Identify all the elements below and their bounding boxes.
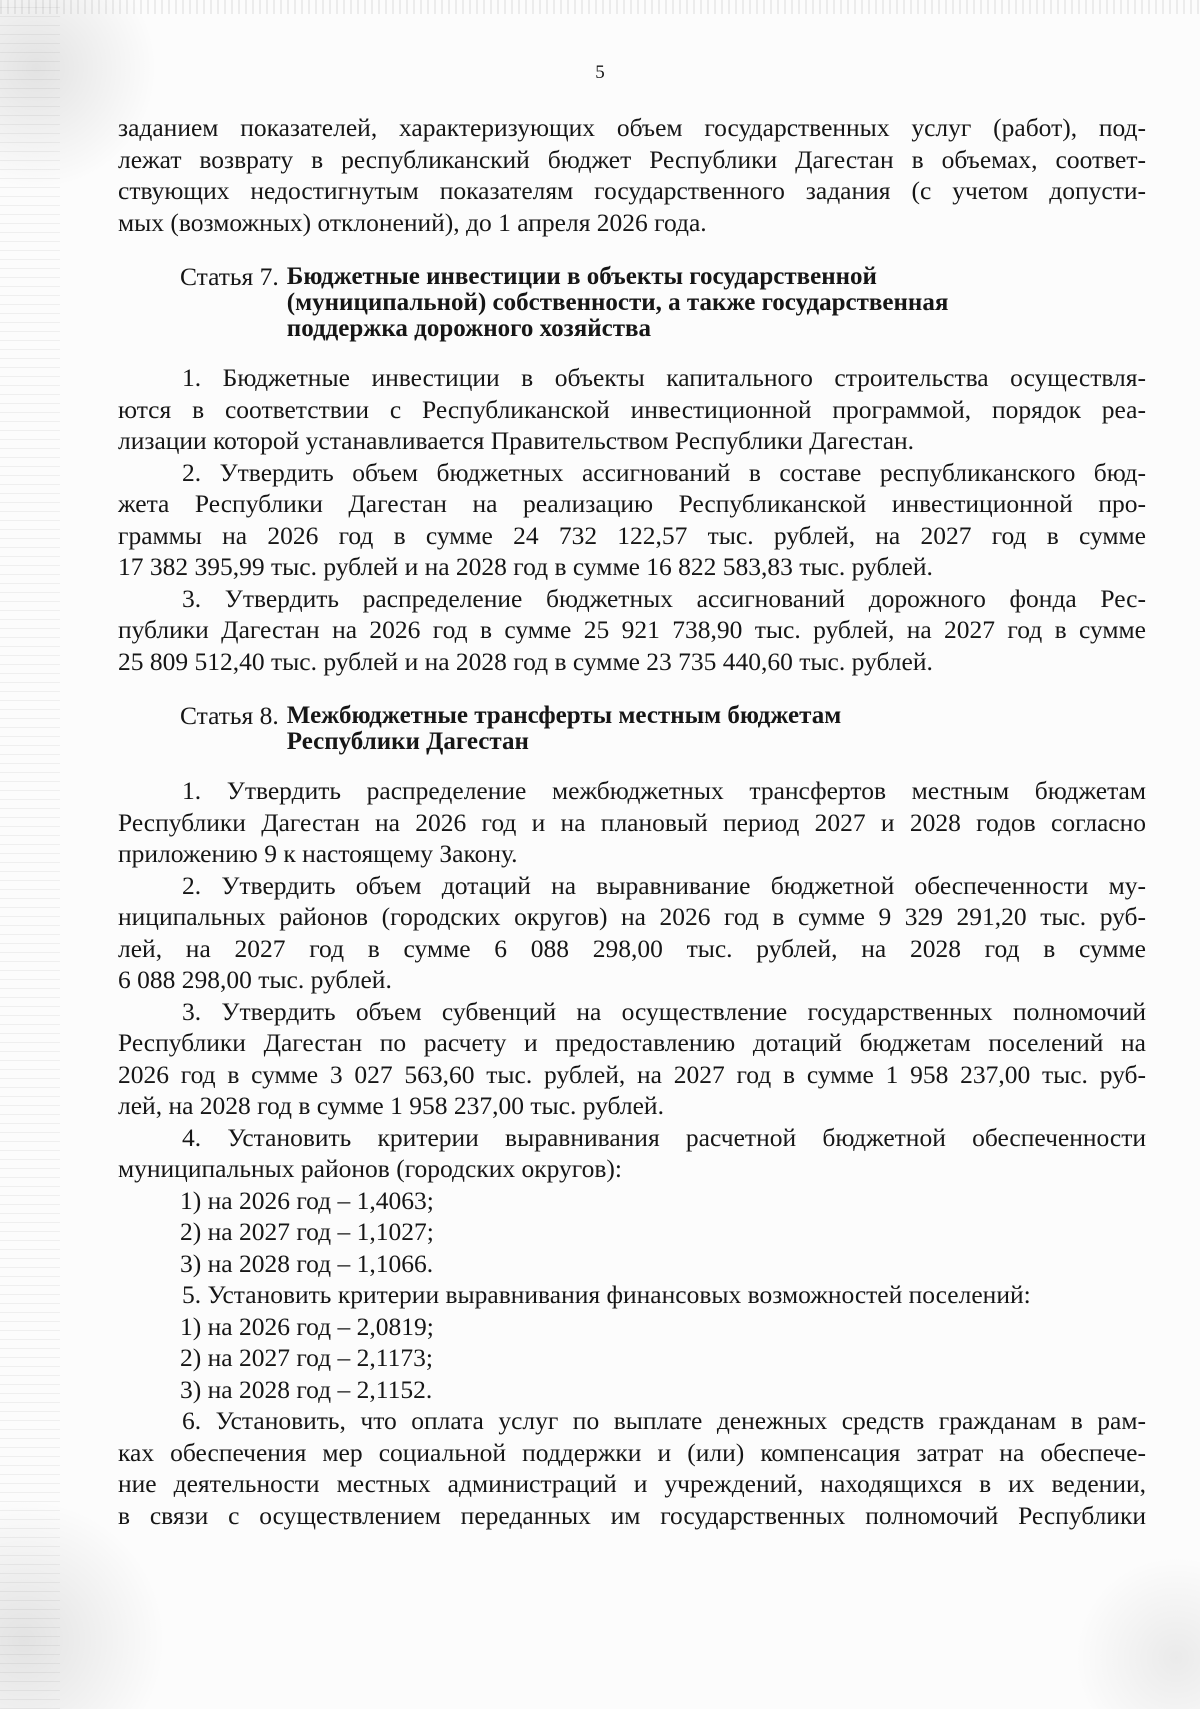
text-line: заданием показателей, характеризующих объем государственных услуг (работ), под- <box>118 113 1146 142</box>
article-7-paragraph-3 <box>118 583 1146 678</box>
scan-noise-top <box>0 0 1200 14</box>
article-8-paragraph-3 <box>118 996 1146 1122</box>
text-line: приложению 9 к настоящему Закону. <box>118 839 518 868</box>
text-line: ние деятельности местных администраций и учреждений, находящихся в их ведении, <box>118 1469 1146 1498</box>
text-line: мых (возможных) отклонений), до 1 апреля 2026 года. <box>118 207 707 237</box>
article-label: Статья 7. <box>180 262 279 291</box>
article-title-line: Межбюджетные трансферты местным бюджетам <box>286 702 842 729</box>
article-title-line: Бюджетные инвестиции в объекты государственной <box>286 263 877 290</box>
list-item: 2) на 2027 год – 2,1173; <box>180 1343 433 1372</box>
text-line: граммы на 2026 год в сумме 24 732 122,57 тыс. рублей, на 2027 год в сумме <box>118 520 1146 550</box>
text-line: 1. Утвердить распределение межбюджетных трансфертов местным бюджетам <box>182 776 1146 805</box>
text-line: Республики Дагестан по расчету и предоставлению дотаций бюджетам поселений на <box>118 1028 1146 1057</box>
text-line: 3. Утвердить объем субвенций на осуществление государственных полномочий <box>182 996 1146 1026</box>
text-line: муниципальных районов (городских округов): <box>118 1154 622 1183</box>
text-line: ках обеспечения мер социальной поддержки и (или) компенсация затрат на обеспече- <box>118 1437 1146 1467</box>
article-8-paragraph-6 <box>118 1405 1146 1531</box>
text-line: 2. Утвердить объем дотаций на выравнивание бюджетной обеспеченности му- <box>182 870 1146 900</box>
text-line: публики Дагестан на 2026 год в сумме 25 921 738,90 тыс. рублей, на 2027 год в сумме <box>118 615 1146 644</box>
document-body <box>118 112 1146 1531</box>
text-line: в связи с осуществлением переданных им государственных полномочий Республики <box>118 1500 1146 1530</box>
intro-paragraph <box>118 112 1146 238</box>
article-8-heading <box>180 703 1146 755</box>
text-line: 1. Бюджетные инвестиции в объекты капитального строительства осуществля- <box>182 363 1146 392</box>
text-line: 2026 год в сумме 3 027 563,60 тыс. рублей, на 2027 год в сумме 1 958 237,00 тыс. руб- <box>118 1059 1146 1089</box>
article-title-line: Республики Дагестан <box>286 728 529 755</box>
text-line: 3. Утвердить распределение бюджетных ассигнований дорожного фонда Рес- <box>182 583 1146 613</box>
article-title-line: поддержка дорожного хозяйства <box>286 315 652 342</box>
text-line: ются в соответствии с Республиканской инвестиционной программой, порядок реа- <box>118 394 1146 424</box>
text-line: лей, на 2028 год в сумме 1 958 237,00 тыс. рублей. <box>118 1091 664 1120</box>
scan-noise-left <box>0 0 60 1709</box>
article-label: Статья 8. <box>180 701 279 730</box>
criteria-districts-list <box>118 1185 1146 1280</box>
list-item: 2) на 2027 год – 1,1027; <box>180 1217 434 1246</box>
article-8-paragraph-4 <box>118 1122 1146 1185</box>
page-number: 5 <box>595 62 605 83</box>
article-8-paragraph-5: 5. Установить критерии выравнивания финансовых возможностей поселений: <box>182 1280 1031 1309</box>
list-item: 1) на 2026 год – 2,0819; <box>180 1311 434 1341</box>
text-line: лей, на 2027 год в сумме 6 088 298,00 тыс. рублей, на 2028 год в сумме <box>118 933 1146 963</box>
text-line: лежат возврату в республиканский бюджет Республики Дагестан в объемах, соответ- <box>118 144 1146 174</box>
list-item: 1) на 2026 год – 1,4063; <box>180 1185 434 1215</box>
text-line: 17 382 395,99 тыс. рублей и на 2028 год в сумме 16 822 583,83 тыс. рублей. <box>118 552 933 581</box>
text-line: жета Республики Дагестан на реализацию Республиканской инвестиционной про- <box>118 489 1146 518</box>
text-line: ствующих недостигнутым показателям государственного задания (с учетом допусти- <box>118 176 1146 205</box>
text-line: 6. Установить, что оплата услуг по выплате денежных средств гражданам в рам- <box>182 1406 1146 1435</box>
list-item: 3) на 2028 год – 2,1152. <box>180 1374 433 1404</box>
article-7-heading <box>180 264 1146 342</box>
text-line: ниципальных районов (городских округов) на 2026 год в сумме 9 329 291,20 тыс. руб- <box>118 902 1146 931</box>
article-title-line: (муниципальной) собственности, а также государственная <box>286 289 949 316</box>
text-line: лизации которой устанавливается Правительством Республики Дагестан. <box>118 426 915 455</box>
text-line: Республики Дагестан на 2026 год и на плановый период 2027 и 2028 годов согласно <box>118 807 1146 837</box>
text-line: 25 809 512,40 тыс. рублей и на 2028 год в сумме 23 735 440,60 тыс. рублей. <box>118 646 933 676</box>
text-line: 6 088 298,00 тыс. рублей. <box>118 965 392 994</box>
article-8-paragraph-1 <box>118 775 1146 870</box>
text-line: 2. Утвердить объем бюджетных ассигнований в составе республиканского бюд- <box>182 457 1146 487</box>
article-title <box>287 703 841 755</box>
article-8-paragraph-2 <box>118 870 1146 996</box>
list-item: 3) на 2028 год – 1,1066. <box>180 1248 434 1278</box>
text-line: 4. Установить критерии выравнивания расчетной бюджетной обеспеченности <box>182 1122 1146 1152</box>
criteria-settlements-list <box>118 1311 1146 1406</box>
article-7-paragraph-2 <box>118 457 1146 583</box>
article-7-paragraph-1 <box>118 362 1146 457</box>
article-title <box>287 264 949 342</box>
